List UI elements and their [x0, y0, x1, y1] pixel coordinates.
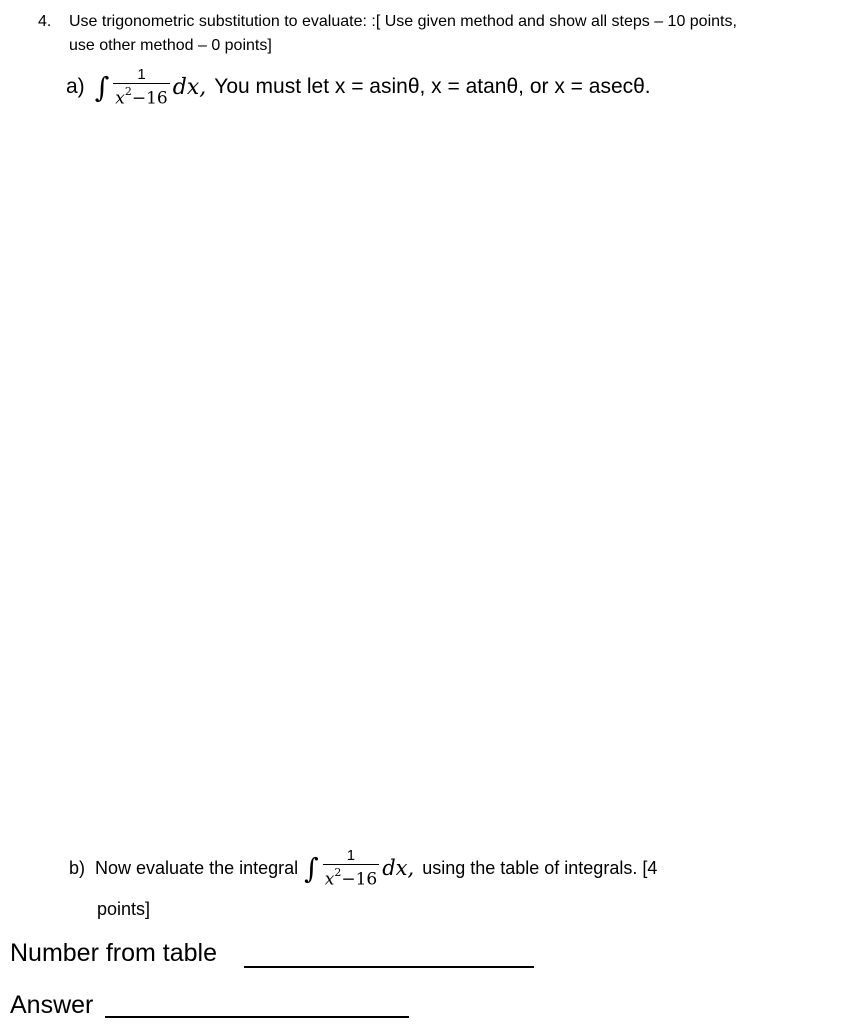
denominator-exponent: 2 — [334, 865, 342, 879]
part-a-fraction — [113, 66, 169, 109]
denominator-variable: x — [115, 88, 125, 109]
fraction-numerator: 1 — [346, 846, 356, 864]
denominator-rest: −16 — [341, 869, 378, 890]
part-b-label: b) — [69, 857, 86, 878]
part-b-integral — [298, 847, 422, 890]
answer-label: Answer — [10, 991, 94, 1019]
fraction-denominator — [323, 865, 379, 890]
question-instruction-line2: use other method – 0 points] — [69, 37, 272, 54]
denominator-rest: −16 — [131, 88, 168, 109]
part-b-fraction — [323, 847, 379, 890]
part-a-label: a) — [66, 75, 85, 98]
part-b-differential: dx, — [382, 856, 415, 880]
number-from-table-label: Number from table — [10, 939, 218, 967]
question-number: 4. — [38, 13, 52, 30]
denominator-variable: x — [324, 869, 335, 890]
question-instruction-line1: Use trigonometric substitution to evaluate: :[ Use given method and show all steps – 10 points, — [69, 13, 737, 30]
part-a-differential: dx, — [172, 74, 207, 100]
part-b — [69, 843, 657, 893]
integral-sign: ∫ — [304, 851, 319, 885]
number-from-table-blank[interactable] — [244, 966, 534, 968]
integral-sign: ∫ — [94, 70, 110, 104]
part-b-text-before: Now evaluate the integral — [95, 857, 299, 878]
fraction-numerator: 1 — [137, 65, 146, 83]
denominator-exponent: 2 — [124, 84, 132, 98]
part-a — [66, 62, 651, 112]
answer-blank[interactable] — [105, 1016, 409, 1018]
fraction-denominator — [113, 84, 169, 109]
part-a-instruction: You must let x = asinθ, x = atanθ, or x = asecθ. — [214, 75, 651, 98]
part-b-text-after: using the table of integrals. [4 — [422, 857, 658, 878]
part-a-integral — [89, 66, 215, 109]
part-b-points: points] — [97, 899, 151, 919]
